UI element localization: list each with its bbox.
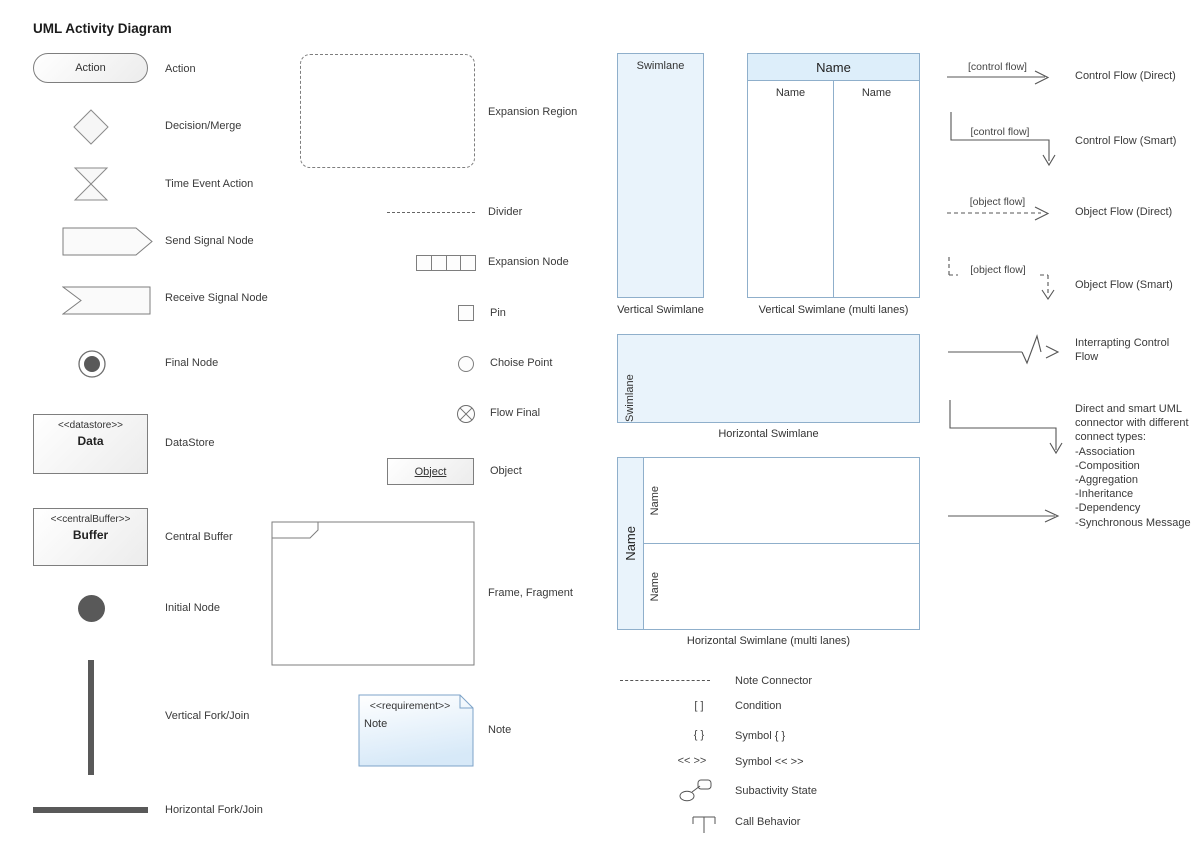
- condition-glyph: [ ]: [694, 700, 704, 712]
- horizontal-swimlane-shape: [617, 334, 920, 423]
- central-buffer-stereotype: <<centralBuffer>>: [50, 514, 131, 525]
- connector-type-synchronous-message: -Synchronous Message: [1075, 516, 1191, 529]
- pin-shape: [458, 305, 474, 321]
- control-flow-smart-arrow: [945, 105, 1065, 175]
- object-shape: [387, 458, 474, 485]
- symbol-brace-glyph: { }: [693, 729, 705, 741]
- symbol-angle-label: Symbol << >>: [735, 756, 804, 768]
- vertical-fork-join-label: Vertical Fork/Join: [165, 710, 250, 722]
- symbol-angle-glyph: << >>: [677, 755, 707, 767]
- note-connector-shape: [620, 680, 710, 681]
- vertical-swimlane-multi-lane2: Name: [861, 87, 892, 99]
- frame-fragment-shape: [271, 521, 476, 667]
- horizontal-swimlane-multi-lane1: Name: [649, 485, 661, 516]
- flow-final-label: Flow Final: [490, 407, 541, 419]
- central-buffer-name: Buffer: [72, 528, 109, 542]
- vertical-fork-join-shape: [88, 660, 94, 775]
- action-label: Action: [165, 63, 196, 75]
- object-flow-smart-label: Object Flow (Smart): [1075, 279, 1173, 291]
- receive-signal-label: Receive Signal Node: [165, 292, 268, 304]
- horizontal-swimlane-multi-row1: [644, 458, 919, 544]
- connector-type-association: -Association: [1075, 445, 1135, 458]
- subactivity-state-label: Subactivity State: [735, 785, 817, 797]
- connector-type-inheritance: -Inheritance: [1075, 488, 1134, 501]
- object-label: Object: [490, 465, 522, 477]
- vertical-swimlane-multi-lane1: Name: [748, 81, 834, 297]
- decision-merge-label: Decision/Merge: [165, 120, 242, 132]
- connector-type-dependency: -Dependency: [1075, 502, 1141, 515]
- final-node-label: Final Node: [165, 357, 219, 369]
- interrupting-control-flow-arrow: [945, 330, 1065, 372]
- expansion-node-label: Expansion Node: [488, 256, 569, 268]
- subactivity-state-icon: [678, 778, 714, 802]
- control-flow-direct-annotation: [control flow]: [968, 61, 1027, 73]
- control-flow-smart-annotation: [control flow]: [970, 126, 1030, 138]
- decision-merge-shape: [72, 108, 110, 146]
- central-buffer-label: Central Buffer: [165, 531, 233, 543]
- plain-connector-arrow: [945, 505, 1067, 527]
- vertical-swimlane-shape: [617, 53, 704, 298]
- send-signal-shape: [62, 227, 154, 257]
- call-behavior-icon: [690, 808, 718, 834]
- datastore-label: DataStore: [165, 437, 215, 449]
- horizontal-swimlane-multi-shape: [617, 457, 920, 630]
- note-connector-label: Note Connector: [735, 675, 813, 687]
- horizontal-swimlane-multi-row2: [644, 544, 919, 629]
- send-signal-label: Send Signal Node: [165, 235, 254, 247]
- multi-connector-text: [1075, 402, 1197, 530]
- final-node-shape: [77, 349, 107, 379]
- page-title: UML Activity Diagram: [33, 21, 172, 36]
- horizontal-fork-join-shape: [33, 807, 148, 813]
- vertical-swimlane-multi-header: Name: [748, 54, 919, 81]
- horizontal-swimlane-title: Swimlane: [624, 374, 636, 422]
- call-behavior-label: Call Behavior: [735, 816, 801, 828]
- vertical-swimlane-caption: Vertical Swimlane: [617, 304, 704, 316]
- time-event-label: Time Event Action: [165, 178, 254, 190]
- object-flow-direct-annotation: [object flow]: [969, 196, 1026, 208]
- object-flow-smart-annotation: [object flow]: [958, 264, 1038, 276]
- frame-fragment-label: Frame, Fragment: [488, 587, 573, 599]
- expansion-region-label: Expansion Region: [488, 106, 578, 118]
- note-label: Note: [488, 724, 512, 736]
- control-flow-smart-label: Control Flow (Smart): [1075, 135, 1177, 147]
- horizontal-swimlane-multi-header: Name: [623, 526, 638, 561]
- horizontal-swimlane-multi-lane2: Name: [649, 571, 661, 602]
- horizontal-swimlane-caption: Horizontal Swimlane: [718, 428, 819, 440]
- symbol-brace-label: Symbol { }: [735, 730, 786, 742]
- receive-signal-shape: [62, 286, 152, 316]
- choice-point-shape: [458, 356, 474, 372]
- note-stereotype: <<requirement>>: [369, 700, 451, 712]
- datastore-shape: [33, 414, 148, 474]
- object-flow-smart-arrow: [945, 250, 1057, 305]
- multi-connector-label: Direct and smart UML connector with different connect types:: [1075, 403, 1189, 444]
- expansion-region-shape: [300, 54, 475, 168]
- horizontal-swimlane-multi-header-cell: [618, 458, 644, 629]
- time-event-shape: [73, 166, 109, 202]
- initial-node-label: Initial Node: [165, 602, 221, 614]
- horizontal-fork-join-label: Horizontal Fork/Join: [165, 804, 263, 816]
- control-flow-direct-label: Control Flow (Direct): [1075, 70, 1176, 82]
- object-shape-label: Object: [414, 465, 447, 478]
- action-shape: [33, 53, 148, 83]
- vertical-swimlane-multi-shape: [747, 53, 920, 298]
- vertical-swimlane-multi-caption: Vertical Swimlane (multi lanes): [758, 304, 909, 316]
- vertical-swimlane-title: Swimlane: [636, 60, 685, 72]
- choice-point-label: Choise Point: [490, 357, 553, 369]
- flow-final-shape: [456, 404, 476, 424]
- object-flow-direct-label: Object Flow (Direct): [1075, 206, 1173, 218]
- connector-type-composition: -Composition: [1075, 459, 1140, 472]
- datastore-name: Data: [77, 434, 104, 448]
- note-body: Note: [364, 718, 388, 730]
- action-shape-label: Action: [75, 62, 106, 74]
- central-buffer-shape: [33, 508, 148, 566]
- multi-connector-arrow: [945, 398, 1070, 460]
- pin-label: Pin: [490, 307, 506, 319]
- divider-label: Divider: [488, 206, 523, 218]
- initial-node-shape: [78, 595, 105, 622]
- connector-type-aggregation: -Aggregation: [1075, 473, 1138, 486]
- expansion-node-shape: [416, 255, 476, 271]
- datastore-stereotype: <<datastore>>: [57, 420, 124, 431]
- condition-label: Condition: [735, 700, 782, 712]
- horizontal-swimlane-multi-caption: Horizontal Swimlane (multi lanes): [686, 635, 851, 647]
- interrupting-control-flow-label: Interrapting Control Flow: [1075, 337, 1170, 364]
- divider-shape: [387, 212, 475, 213]
